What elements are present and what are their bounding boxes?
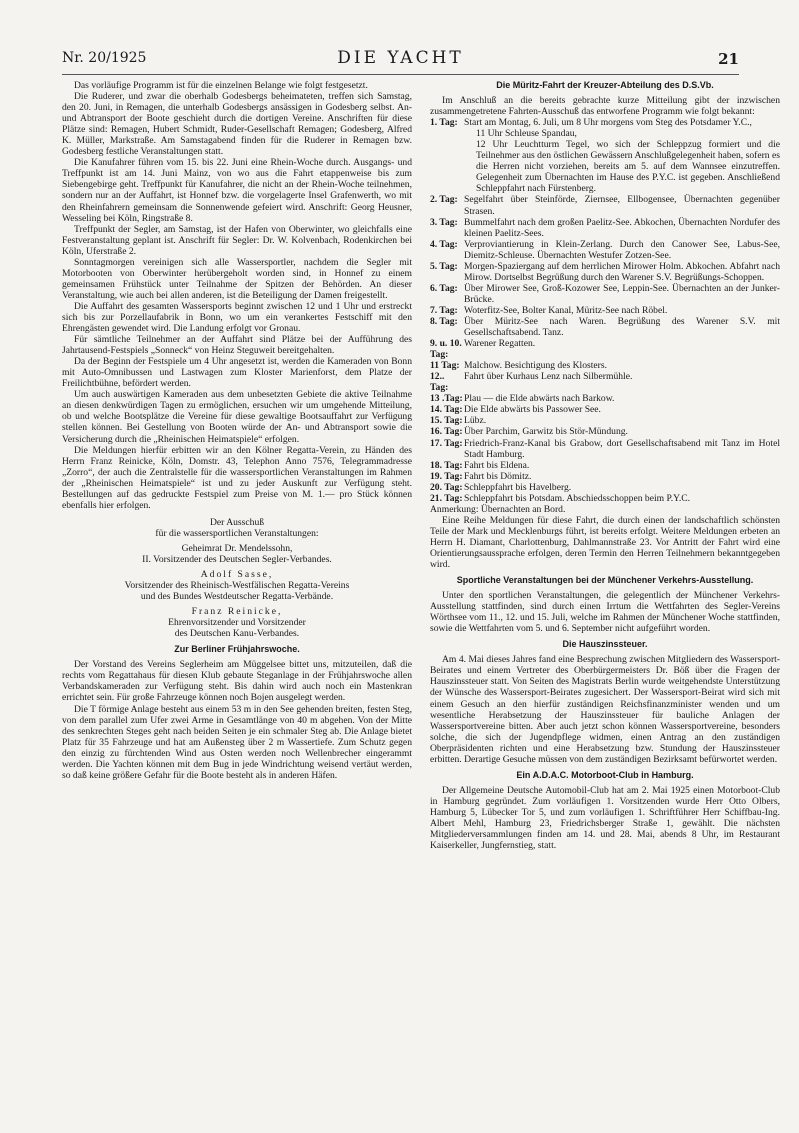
itinerary-day-text: Segelfahrt über Steinförde, Ziernsee, Ellbogensee, Übernachten gegenüber Strasen. <box>464 194 780 217</box>
itinerary-day-text: Plau — die Elde abwärts nach Barkow. <box>464 393 615 405</box>
itinerary-day-text: 11 Uhr Schleuse Spandau, <box>476 128 577 140</box>
itinerary-day-label: 8. Tag: <box>430 315 458 327</box>
itinerary-item <box>430 493 780 504</box>
right-column <box>430 80 780 1110</box>
signatory-name: Franz Reinicke, <box>191 606 283 618</box>
itinerary-item <box>430 305 780 316</box>
itinerary-item <box>430 471 780 482</box>
itinerary-day-label: 3. Tag: <box>430 216 458 228</box>
itinerary-day-label: 7. Tag: <box>430 304 458 316</box>
itinerary-day-text: Warener Regatten. <box>464 338 536 350</box>
itinerary-item <box>430 194 780 216</box>
itinerary-item <box>430 460 780 471</box>
itinerary-day-label: 1. Tag: <box>430 117 458 129</box>
signatory-role: II. Vorsitzender des Deutschen Segler-Verbandes. <box>142 553 332 565</box>
committee-title: Der Ausschuß <box>209 516 265 528</box>
itinerary-item <box>430 338 780 360</box>
section-heading: Die Hauszinssteuer. <box>562 639 648 650</box>
signatory-role: Ehrenvorsitzender und Vorsitzender <box>168 617 306 629</box>
committee-subtitle: für die wassersportlichen Veranstaltungen: <box>155 527 319 539</box>
paragraph: Die Auffahrt des gesamten Wassersports beginnt zwischen 12 und 1 Uhr und erstreckt sich bis zur Porzellaufabrik in Bonn, wo um ein verankertes Festschiff mit den Ehrengästen gewendet wird. Die Landung erfolgt vor Gronau. <box>62 300 412 335</box>
itinerary-day-label <box>430 128 476 139</box>
paragraph: Am 4. Mai dieses Jahres fand eine Besprechung zwischen Mitgliedern des Wassersport-Beirates und einem Vertreter des Oberbürgermeisters Dr. Böß über die Fragen der Hauszinssteuer statt. Von Seiten des Magistrats Berlin wurde weitgehendste Unterstützung der Wünsche des Wassersport-Beirates zugesichert. Der Wassersport-Beirat wird sich mit einem Gesuch an den hierfür zuständigen Reichsfinanzminister wenden und um wesentliche Herabsetzung der Hauszinssteuer für bauliche Anlagen der Wassersportvereine bitten. Aber auch jetzt schon können Wassersportvereine, besonders solche, die sich der Jugendpflege widmen, einen Antrag an den zuständigen Oberpräsidenten richten und eine Herabsetzung bzw. Stundung der Hauszinssteuer erbitten. Derartige Gesuche müssen von dem zuständigen Bezirksamt befürwortet werden. <box>430 654 780 765</box>
paragraph: Für sämtliche Teilnehmer an der Auffahrt sind Plätze bei der Aufführung des Jahrtausend-Festspiels „Sonneck“ von Heinz Steguweit bereitgehalten. <box>62 334 412 357</box>
itinerary-day-label: 9. u. 10. Tag: <box>430 338 462 361</box>
itinerary-item <box>430 117 780 128</box>
magazine-title: DIE YACHT <box>337 48 464 68</box>
itinerary-day-text: 12 Uhr Leuchtturm Tegel, wo sich der Schleppzug formiert und die Teilnehmer aus den östlichen Gewässern Anschlußgelegenheit haben, sofern es die Herren nicht vorziehen, bereits am 5. auf dem Wannsee einzutreffen. Gelegenheit zum Übernachten im Hause des P.Y.C. ist gegeben. Anschließend Schleppfahrt nach Fürstenberg. <box>476 139 780 195</box>
itinerary-day-label <box>430 139 476 194</box>
itinerary-day-label: 13 .Tag: <box>430 393 463 405</box>
itinerary-item <box>430 139 780 194</box>
header-rule <box>62 74 739 75</box>
paragraph: Die T förmige Anlage besteht aus einem 53 m in den See gehenden breiten, festen Steg, von dem parallel zum Ufer zwei Arme in Gesamtlänge von 40 m abgehen. Von der Mitte des senkrechten Steges geht nach beiden Seiten je ein schmaler Steg ab. Die Anlage bietet Platz für 35 Fahrzeuge und hat am Außensteg über 2 m Wassertiefe. Zum Schutz gegen den einzig zu fürchtenden Wind aus Osten werden noch Wellenbrecher eingerammt werden. Die Yachten können mit dem Bug in jede Windrichtung weisend vertäut werden, so daß keine größere Gefahr für die Boote besteht als in anderen Häfen. <box>62 703 412 781</box>
paragraph: Die Meldungen hierfür erbitten wir an den Kölner Regatta-Verein, zu Händen des Herrn Franz Reinicke, Köln, Domstr. 43, Telephon Anno 7576, Telegrammadresse „Zorro“, der auch die Zentralstelle für die wassersportlichen Veranstaltungen im Rahmen der „Rheinischen Heimatspiele“ ist und zu jeder Auskunft zur Verfügung steht. Bestellungen auf das gedruckte Festspiel zum Preise von M. 1.— pro Stück können ebenfalls hier erfolgen. <box>62 444 412 511</box>
itinerary-day-text: Malchow. Besichtigung des Klosters. <box>464 360 607 372</box>
section-heading: Ein A.D.A.C. Motorboot-Club in Hamburg. <box>516 769 694 780</box>
itinerary-item <box>430 415 780 426</box>
committee-signature <box>62 517 412 639</box>
left-column <box>62 80 412 1110</box>
itinerary-day-label: 18. Tag: <box>430 459 463 471</box>
signatory-role: und des Bundes Westdeutscher Regatta-Verbände. <box>140 591 334 603</box>
itinerary-item <box>430 404 780 415</box>
signatory-name: Adolf Sasse, <box>200 569 274 581</box>
itinerary-day-text: Start am Montag, 6. Juli, um 8 Uhr morgens vom Steg des Potsdamer Y.C., <box>464 117 752 129</box>
itinerary-day-label: 5. Tag: <box>430 260 458 272</box>
itinerary-list <box>430 117 780 504</box>
itinerary-day-label: 11 Tag: <box>430 360 460 372</box>
signatory-name: Geheimrat Dr. Mendelssohn, <box>181 542 293 554</box>
signatory-role: des Deutschen Kanu-Verbandes. <box>174 628 300 640</box>
itinerary-day-text: Verproviantierung in Klein-Zerlang. Durch den Canower See, Labus-See, Diemitz-Schleuse. Übernachten Westufer Zotzen-See. <box>464 238 780 261</box>
itinerary-day-label: 20. Tag: <box>430 481 463 493</box>
itinerary-item <box>430 283 780 305</box>
itinerary-day-text: Die Elde abwärts bis Passower See. <box>464 404 601 416</box>
itinerary-day-text: Fahrt bis Eldena. <box>464 459 530 471</box>
paragraph: Unter den sportlichen Veranstaltungen, die gelegentlich der Münchener Verkehrs-Ausstellung stattfinden, sind durch einen Irrtum die Wettfahrten des Segler-Vereins Wörthsee vom 11., 12. und 15. Juli, welche im Rahmen der Münchener Woche stattfinden, sowie die Wettfahrten vom 5. und 6. September nicht aufgeführt worden. <box>430 590 780 635</box>
itinerary-day-text: Woterfitz-See, Bolter Kanal, Müritz-See nach Röbel. <box>464 304 668 316</box>
paragraph: Treffpunkt der Segler, am Samstag, ist der Hafen von Oberwinter, wo gleichfalls eine Festveranstaltung geplant ist. Anschrift für Segler: Dr. W. Kolvenbach, Rodenkirchen bei Köln, Uferstraße 2. <box>62 223 412 257</box>
itinerary-day-text: Morgen-Spaziergang auf dem herrlichen Mirower Holm. Abkochen. Abfahrt nach Mirow. Dortselbst Begrüßung durch den Warener S.V. Begrüßungs-Schoppen. <box>464 260 780 283</box>
itinerary-day-text: Über Parchim, Garwitz bis Stör-Mündung. <box>464 426 628 438</box>
itinerary-day-label: 4. Tag: <box>430 238 458 250</box>
itinerary-day-text: Bummelfahrt nach dem großen Paelitz-See. Abkochen, Übernachten Nordufer des kleinen Paelitz-Sees. <box>464 216 780 239</box>
paragraph: Eine Reihe Meldungen für diese Fahrt, die durch einen der landschaftlich schönsten Teile der Mark und Mecklenburgs führt, ist bereits erfolgt. Weitere Meldungen erbeten an Herrn H. Diamant, Charlottenburg, Dahlmannstraße 23. Vor Antritt der Fahrt wird eine Orientierungsaussprache erfolgen, deren Termin den Herren Teilnehmern bekanntgegeben wird. <box>430 514 780 571</box>
page-header <box>62 50 739 72</box>
paragraph: Da der Beginn der Festspiele um 4 Uhr angesetzt ist, werden die Kameraden von Bonn mit Auto-Omnibussen und Lastwagen zum Kloster Marienforst, dem Platze der Freilichtbühne, befördert werden. <box>62 356 412 390</box>
itinerary-item <box>430 239 780 261</box>
paragraph: Sonntagmorgen vereinigen sich alle Wassersportler, nachdem die Segler mit Motorbooten von Oberwinter herübergeholt worden sind, in Honnef zu einem gemeinsamen Frühstück unter Teilnahme der Spitzen der Behörden. An dieser Veranstaltung, wie auch bei allen anderen, ist die Beteiligung der Damen freigestellt. <box>62 256 412 301</box>
itinerary-day-label: 17. Tag: <box>430 437 463 449</box>
itinerary-day-text: Fahrt über Kurhaus Lenz nach Silbermühle. <box>464 371 633 383</box>
itinerary-day-label: 16. Tag: <box>430 426 463 438</box>
paragraph: Um auch auswärtigen Kameraden aus dem unbesetzten Gebiete die aktive Teilnahme an diesen denkwürdigen Tagen zu ermöglichen, ersuchen wir um umgehende Mitteilung, ob und welche Bootsplätze die Vereine für diese gewaltige Bootsauffahrt zur Verfügung stellen können. Bei Gestellung von Booten würde der An- und Abtransport sowie die Versicherung durch die „Rheinischen Heimatspiele“ erfolgen. <box>62 389 412 445</box>
paragraph: Die Kanufahrer führen vom 15. bis 22. Juni eine Rhein-Woche durch. Ausgangs- und Treffpunkt ist am 14. Juni Mainz, von wo aus die Fahrt etappenweise bis zum Siebengebirge geht. Treffpunkt für Kanufahrer, die nicht an der Rhein-Woche teilnehmen, sondern nur an der Auffahrt, ist Honnef bzw. die vorgelagerte Insel Grafenwerth, wo mit den Rheinfahrern gemeinsam die Sonnenwende gefeiert wird. Anschrift: Georg Heusner, Wesseling bei Köln, Ringstraße 8. <box>62 157 412 224</box>
itinerary-day-label: 14. Tag: <box>430 404 463 416</box>
itinerary-day-label: 19. Tag: <box>430 470 463 482</box>
section-heading: Sportliche Veranstaltungen bei der Münchener Verkehrs-Ausstellung. <box>456 575 754 586</box>
issue-number: Nr. 20/1925 <box>62 50 147 66</box>
itinerary-item <box>430 261 780 283</box>
itinerary-item <box>430 371 780 393</box>
itinerary-day-text: Schleppfahrt bis Havelberg. <box>464 481 572 493</box>
page-number: 21 <box>718 50 739 68</box>
section-heading: Die Müritz-Fahrt der Kreuzer-Abteilung des D.S.Vb. <box>496 80 714 90</box>
itinerary-day-text: Fahrt bis Dömitz. <box>464 470 532 482</box>
itinerary-day-label: 21. Tag: <box>430 492 463 504</box>
itinerary-item <box>430 482 780 493</box>
itinerary-day-text: Über Müritz-See nach Waren. Begrüßung des Warener S.V. mit Gesellschaftsabend. Tanz. <box>464 315 780 339</box>
paragraph: Der Allgemeine Deutsche Automobil-Club hat am 2. Mai 1925 einen Motorboot-Club in Hamburg gegründet. Zum vorläufigen 1. Vorsitzenden wurde Herr Otto Olbers, Hamburg 5, Lübecker Tor 5, und zum vorläufigen 1. Schriftführer Herr Schiffbau-Ing. Albert Mehl, Hamburg 23, Friedrichsberger Straße 1, gewählt. Die nächsten Mitgliederversammlungen finden am 14. und 28. Mai, abends 8 Uhr, im Restaurant Kaiserkeller, Jungfernstieg, statt. <box>430 784 780 852</box>
itinerary-day-text: Lübz. <box>464 415 487 427</box>
itinerary-day-label: 2. Tag: <box>430 194 458 206</box>
section-heading: Zur Berliner Frühjahrswoche. <box>174 644 300 655</box>
paragraph: Der Vorstand des Vereins Seglerheim am Müggelsee bittet uns, mitzuteilen, daß die rechts vom Regattahaus für diesen Klub gebaute Steganlage in der Frühjahrswoche allen Verbandskameraden zur Verfügung steht. Bis dahin wird auch noch ein Mastenkran errichtet sein. Für große Fahrzeuge können noch Bojen ausgelegt werden. <box>62 659 412 704</box>
itinerary-item <box>430 316 780 338</box>
itinerary-note: Anmerkung: Übernachten an Bord. <box>430 503 566 515</box>
signatory-role: Vorsitzender des Rheinisch-Westfälischen Regatta-Vereins <box>124 580 350 592</box>
itinerary-day-text: Schleppfahrt bis Potsdam. Abschiedsschoppen beim P.Y.C. <box>464 492 691 504</box>
itinerary-item <box>430 360 780 371</box>
paragraph: Das vorläufige Programm ist für die einzelnen Belange wie folgt festgesetzt. <box>74 80 368 91</box>
itinerary-item <box>430 128 780 139</box>
itinerary-item <box>430 393 780 404</box>
itinerary-day-text: Über Mirower See, Groß-Kozower See, Leppin-See. Übernachten an der Junker-Brücke. <box>464 282 780 305</box>
itinerary-item <box>430 217 780 239</box>
itinerary-item <box>430 438 780 460</box>
itinerary-day-label: 15. Tag: <box>430 415 463 427</box>
itinerary-item <box>430 426 780 437</box>
itinerary-day-label: 12.. Tag: <box>430 371 449 394</box>
paragraph: Im Anschluß an die bereits gebrachte kurze Mitteilung gibt der inzwischen zusammengetretene Fahrten-Ausschuß das entworfene Programm wie folgt bekannt: <box>430 95 780 118</box>
paragraph: Die Ruderer, und zwar die oberhalb Godesbergs beheimateten, treffen sich Samstag, den 20. Juni, in Remagen, die unterhalb Godesbergs ansässigen in Godesberg selbst. An- und Abtransport der Boote geschieht durch die dortigen Vereine. Anschriften für diese Plätze sind: Remagen, Hubert Schmidt, Ruder-Gesellschaft Remagen; Godesberg, Alfred K. Müller, Markstraße. Am Samstagabend finden für die Ruderer in Remagen bzw. Godesberg festliche Veranstaltungen statt. <box>62 91 412 158</box>
itinerary-day-label: 6. Tag: <box>430 282 458 294</box>
itinerary-day-text: Friedrich-Franz-Kanal bis Grabow, dort Gesellschaftsabend mit Tanz im Hotel Stadt Hamburg. <box>464 437 780 460</box>
